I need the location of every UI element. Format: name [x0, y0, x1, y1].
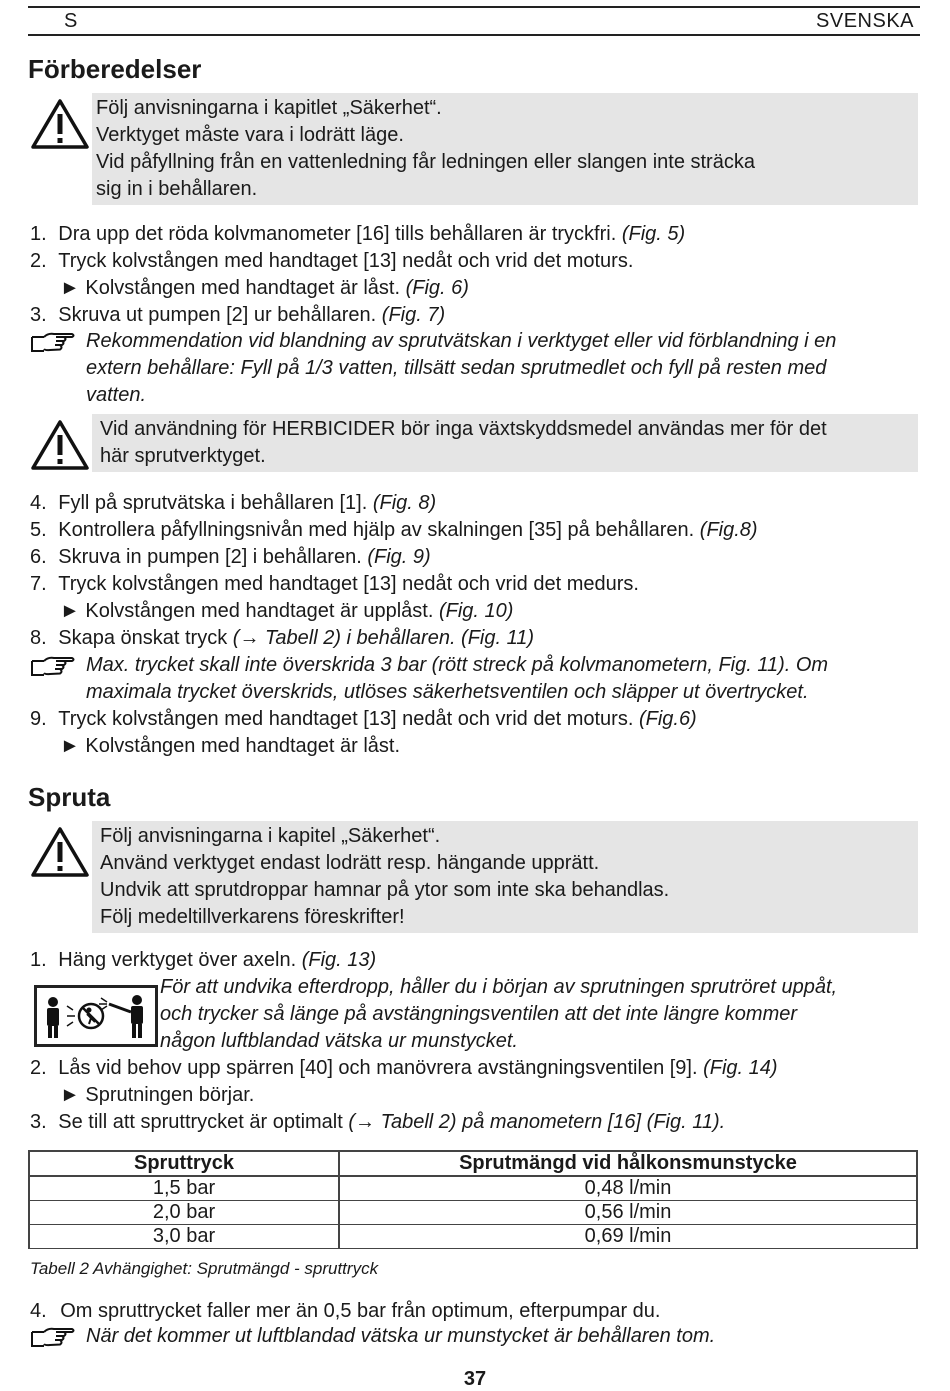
warning-icon	[30, 419, 90, 471]
warning-line: Verktyget måste vara i lodrätt läge.	[96, 124, 404, 146]
step-7	[30, 573, 639, 596]
figure-ref: (Fig. 14)	[703, 1057, 778, 1079]
step-text: Skruva ut pumpen [2] ur behållaren.	[58, 304, 382, 326]
step-number: 5.	[30, 519, 47, 541]
warning-line: Vid påfyllning från en vattenledning får ledningen eller slangen inte sträcka	[96, 151, 755, 173]
warning-line: Följ medeltillverkarens föreskrifter!	[100, 906, 405, 928]
step-number: 4.	[30, 492, 47, 514]
result-text: ► Kolvstången med handtaget är låst.	[60, 735, 400, 757]
note-line: vatten.	[86, 384, 147, 406]
step-text: Häng verktyget över axeln.	[58, 949, 302, 971]
warning-icon	[30, 826, 90, 878]
spray-step-2-result	[60, 1084, 254, 1107]
figure-ref: (Fig. 7)	[381, 304, 446, 326]
note-line: För att undvika efterdropp, håller du i början av sprutningen sprutröret uppåt,	[160, 976, 838, 998]
warning-icon	[30, 98, 90, 150]
note-line: någon luftblandad vätska ur munstycket.	[160, 1030, 518, 1052]
figure-ref: (Fig. 9)	[367, 546, 431, 568]
note-line: Max. trycket skall inte överskrida 3 bar (rött streck på kolvmanometern, Fig. 11). Om	[86, 654, 829, 676]
spray-step-4	[30, 1300, 660, 1323]
step-number: 4.	[30, 1300, 47, 1322]
spray-step-3	[30, 1111, 725, 1134]
step-text: Fyll på sprutvätska i behållaren [1].	[58, 492, 373, 514]
note-line: När det kommer ut luftblandad vätska ur munstycket är behållaren tom.	[86, 1325, 716, 1347]
warning-line: Vid användning för HERBICIDER bör inga växtskyddsmedel användas mer för det	[100, 418, 827, 440]
step-2	[30, 250, 633, 273]
step-text: Se till att spruttrycket är optimalt	[58, 1111, 349, 1133]
step-number: 2.	[30, 1057, 47, 1079]
warning-box-spraying	[92, 821, 918, 933]
figure-ref: (Fig.6)	[638, 708, 697, 730]
step-4	[30, 492, 436, 515]
table-cell: 2,0 bar	[29, 1201, 339, 1225]
table-cell: 0,48 l/min	[339, 1176, 917, 1201]
step-number: 9.	[30, 708, 47, 730]
table-row	[29, 1225, 917, 1249]
result-text: ► Kolvstången med handtaget är låst.	[60, 277, 406, 299]
step-text: Lås vid behov upp spärren [40] och manövrera avstängningsventilen [9].	[58, 1057, 704, 1079]
step-text: Dra upp det röda kolvmanometer [16] tills behållaren är tryckfri.	[58, 223, 622, 245]
step-9	[30, 708, 697, 731]
pointing-hand-icon	[30, 655, 76, 679]
table-row	[29, 1176, 917, 1201]
step-number: 3.	[30, 1111, 47, 1133]
figure-ref: (Fig. 13)	[301, 949, 377, 971]
result-text: ► Sprutningen börjar.	[60, 1084, 255, 1106]
note-line: extern behållare: Fyll på 1/3 vatten, tillsätt sedan sprutmedlet och fyll på resten med	[86, 357, 827, 379]
note-line: och trycker så länge på avstängningsventilen att det inte längre kommer	[160, 1003, 798, 1025]
table-header-row	[29, 1151, 917, 1176]
step-2-result	[60, 277, 469, 300]
step-number: 1.	[30, 949, 47, 971]
step-5	[30, 519, 758, 542]
table-header: Spruttryck	[29, 1151, 339, 1176]
step-text: Kontrollera påfyllningsnivån med hjälp av skalningen [35] på behållaren.	[58, 519, 700, 541]
table-cell: 0,56 l/min	[339, 1201, 917, 1225]
step-text: Skapa önskat tryck	[58, 627, 233, 649]
table-cell: 1,5 bar	[29, 1176, 339, 1201]
figure-ref: (Fig. 6)	[405, 277, 469, 299]
warning-line: sig in i behållaren.	[96, 178, 258, 200]
figure-ref: (→ Tabell 2) på manometern [16] (Fig. 11).	[348, 1111, 726, 1133]
step-number: 8.	[30, 627, 47, 649]
spray-step-2	[30, 1057, 778, 1080]
figure-ref: (Fig. 8)	[372, 492, 437, 514]
result-text: ► Kolvstången med handtaget är upplåst.	[60, 600, 439, 622]
step-text: Tryck kolvstången med handtaget [13] nedåt och vrid det moturs.	[58, 708, 639, 730]
step-text: Tryck kolvstången med handtaget [13] nedåt och vrid det moturs.	[58, 250, 634, 272]
step-6	[30, 546, 431, 569]
warning-line: Följ anvisningarna i kapitel „Säkerhet“.	[100, 825, 441, 847]
warning-line: Följ anvisningarna i kapitlet „Säkerhet“.	[96, 97, 442, 119]
step-text: Om spruttrycket faller mer än 0,5 bar från optimum, efterpumpar du.	[60, 1300, 661, 1322]
step-number: 1.	[30, 223, 47, 245]
figure-ref: (Fig. 10)	[438, 600, 514, 622]
table-header: Sprutmängd vid hålkonsmunstycke	[339, 1151, 917, 1176]
pressure-table	[28, 1150, 918, 1249]
note-line: maximala trycket överskrids, utlöses säkerhetsventilen och släpper ut övertrycket.	[86, 681, 809, 703]
warning-line: Undvik att sprutdroppar hamnar på ytor som inte ska behandlas.	[100, 879, 670, 901]
header-language: SVENSKA	[816, 10, 914, 32]
step-7-result	[60, 600, 513, 623]
section-title-preparations: Förberedelser	[28, 54, 202, 84]
step-1	[30, 223, 685, 246]
figure-ref: (→ Tabell 2) i behållaren. (Fig. 11)	[232, 627, 535, 649]
table-cell: 3,0 bar	[29, 1225, 339, 1249]
pointing-hand-icon	[30, 1326, 76, 1350]
step-number: 6.	[30, 546, 47, 568]
figure-ref: (Fig.8)	[699, 519, 758, 541]
step-text: Skruva in pumpen [2] i behållaren.	[58, 546, 368, 568]
step-text: Tryck kolvstången med handtaget [13] nedåt och vrid det medurs.	[58, 573, 639, 595]
step-number: 2.	[30, 250, 47, 272]
keep-distance-pictogram-icon	[34, 985, 158, 1047]
header-language-code: S	[64, 10, 78, 32]
table-row	[29, 1201, 917, 1225]
page-number: 37	[463, 1368, 487, 1390]
step-number: 3.	[30, 304, 47, 326]
step-3	[30, 304, 445, 327]
warning-line: här sprutverktyget.	[100, 445, 266, 467]
pointing-hand-icon	[30, 331, 76, 355]
section-title-spraying: Spruta	[28, 782, 111, 812]
note-line: Rekommendation vid blandning av sprutvätskan i verktyget eller vid förblandning i en	[86, 330, 837, 352]
warning-box-safety	[92, 93, 918, 205]
warning-line: Använd verktyget endast lodrätt resp. hängande upprätt.	[100, 852, 600, 874]
warning-box-herbicides	[92, 414, 918, 472]
spray-step-1	[30, 949, 376, 972]
table-cell: 0,69 l/min	[339, 1225, 917, 1249]
step-number: 7.	[30, 573, 47, 595]
page-header	[28, 6, 920, 36]
step-9-result	[60, 735, 400, 758]
figure-ref: (Fig. 5)	[621, 223, 686, 245]
table-caption: Tabell 2 Avhängighet: Sprutmängd - spruttryck	[30, 1259, 379, 1278]
step-8	[30, 627, 534, 650]
